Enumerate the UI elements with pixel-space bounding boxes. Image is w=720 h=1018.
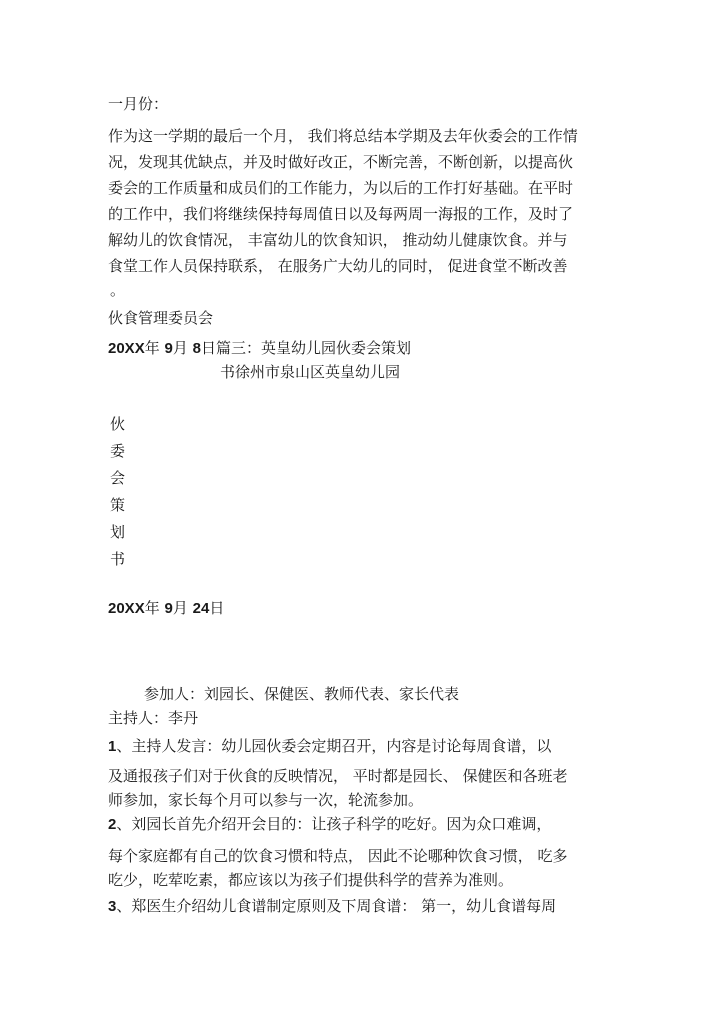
- paragraph-line: 况，发现其优缺点，并及时做好改正，不断完善，不断创新，以提高伙: [108, 153, 574, 171]
- paragraph-line: 每个家庭都有自己的饮食习惯和特点， 因此不论哪种饮食习惯， 吃多: [108, 847, 568, 865]
- item-number: 3: [108, 898, 117, 915]
- plan-date-year-label: 年: [144, 599, 160, 617]
- vertical-title-char: 委: [110, 442, 126, 460]
- plan-date-day-number: 24: [192, 600, 210, 617]
- date-title-line: [108, 338, 411, 359]
- section-title: 日篇三：英皇幼儿园伙委会策划: [200, 339, 411, 357]
- paragraph-line: 委会的工作质量和成员们的工作能力，为以后的工作打好基础。在平时: [108, 179, 574, 197]
- vertical-title-char: 划: [110, 523, 126, 541]
- vertical-title-char: 伙: [110, 415, 126, 433]
- signature: 伙食管理委员会: [108, 309, 214, 327]
- date-year-label: 年: [144, 339, 160, 357]
- participants: 参加人：刘园长、保健医、教师代表、家长代表: [144, 685, 460, 703]
- item-number: 2: [108, 816, 117, 833]
- paragraph-line: 吃少，吃荤吃素，都应该以为孩子们提供科学的营养为准则。: [108, 871, 514, 889]
- paragraph-line: 的工作中，我们将继续保持每周值日以及每两周一海报的工作，及时了: [108, 205, 574, 223]
- paragraph-line: 食堂工作人员保持联系， 在服务广大幼儿的同时， 促进食堂不断改善: [108, 257, 568, 275]
- vertical-title-char: 策: [110, 496, 126, 514]
- date-day-number: 8: [192, 340, 201, 357]
- item-text: 、郑医生介绍幼儿食谱制定原则及下周食谱： 第一，幼儿食谱每周: [116, 897, 557, 915]
- plan-date-month-number: 9: [164, 600, 173, 617]
- host: 主持人：李丹: [108, 709, 199, 727]
- subtitle: 书徐州市泉山区英皇幼儿园: [220, 363, 401, 381]
- date-year-number: 20XX: [108, 340, 145, 357]
- item-text: 、刘园长首先介绍开会目的：让孩子科学的吃好。因为众口难调，: [116, 815, 552, 833]
- date-month-number: 9: [164, 340, 173, 357]
- paragraph-line: 及通报孩子们对于伙食的反映情况， 平时都是园长、 保健医和各班老: [108, 767, 568, 785]
- month-heading: 一月份：: [108, 95, 169, 113]
- plan-date: [108, 598, 224, 619]
- date-month-label: 月: [172, 339, 188, 357]
- vertical-title-char: 书: [110, 550, 126, 568]
- item-number: 1: [108, 738, 117, 755]
- agenda-item-1: [108, 736, 551, 757]
- paragraph-line: 。: [110, 281, 126, 299]
- plan-date-year-number: 20XX: [108, 600, 145, 617]
- paragraph-line: 解幼儿的饮食情况， 丰富幼儿的饮食知识， 推动幼儿健康饮食。并与: [108, 231, 568, 249]
- agenda-item-2: [108, 814, 551, 835]
- paragraph-line: 师参加，家长每个月可以参与一次，轮流参加。: [108, 791, 424, 809]
- plan-date-month-label: 月: [172, 599, 188, 617]
- agenda-item-3: [108, 896, 556, 917]
- plan-date-day-label: 日: [209, 599, 225, 617]
- item-text: 、主持人发言：幼儿园伙委会定期召开，内容是讨论每周食谱，以: [116, 737, 552, 755]
- paragraph-line: 作为这一学期的最后一个月， 我们将总结本学期及去年伙委会的工作情: [108, 127, 578, 145]
- vertical-title-char: 会: [110, 469, 126, 487]
